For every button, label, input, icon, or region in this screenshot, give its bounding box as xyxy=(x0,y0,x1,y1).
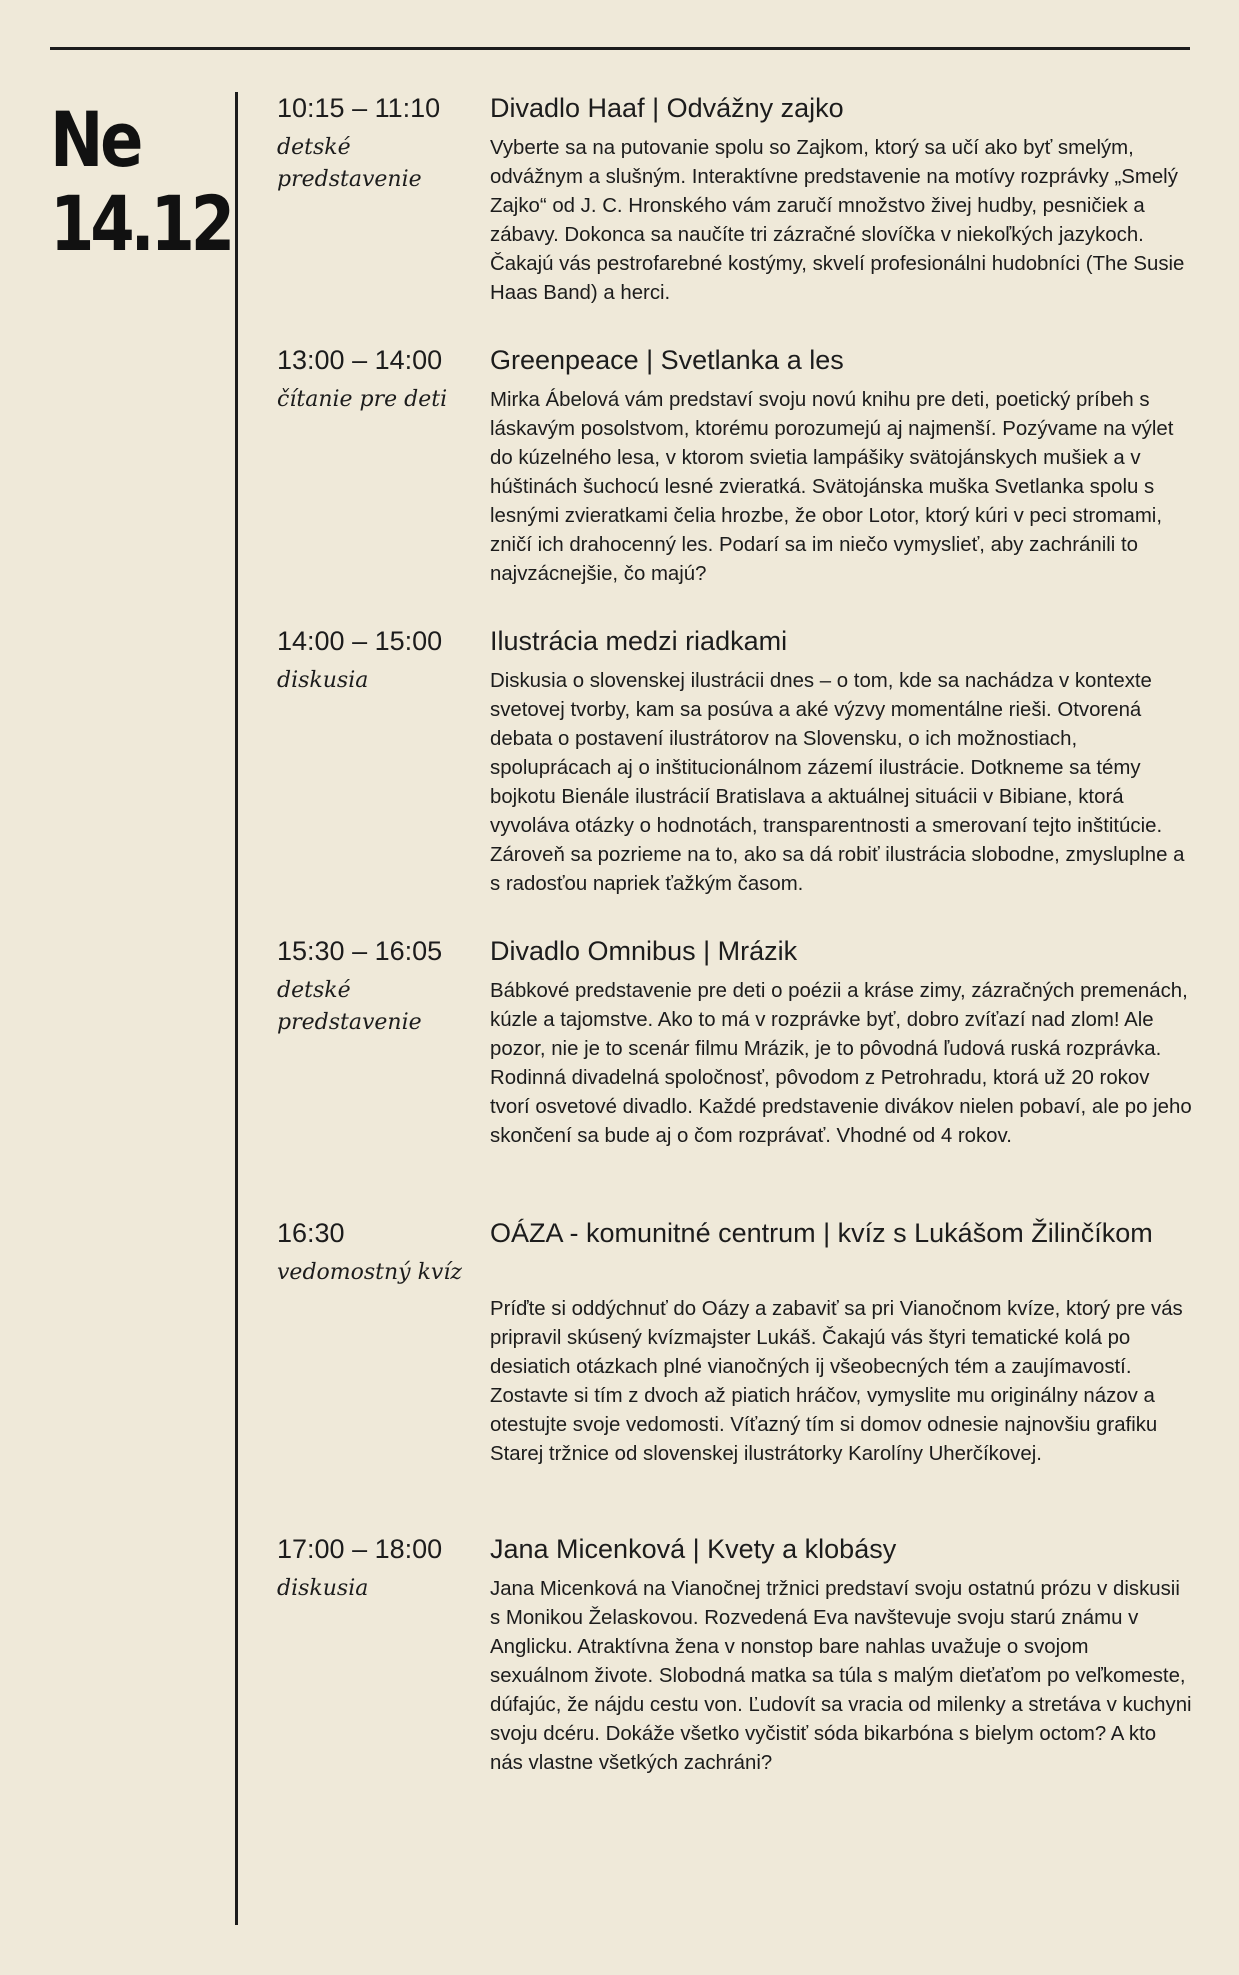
event-time: 13:00 – 14:00 xyxy=(277,345,443,375)
vertical-divider xyxy=(235,92,238,1925)
event-title: Divadlo Omnibus | Mrázik xyxy=(490,936,798,966)
event-type: vedomostný kvíz xyxy=(277,1260,462,1285)
event-type: detské predstavenie xyxy=(277,978,422,1035)
event-description: Vyberte sa na putovanie spolu so Zajkom, ktorý sa učí ako byť smelým, odvážnym a slušným. Interaktívne predstavenie na motívy rozprávky „Smelý Zajko“ od J. C. Hronského vám zaručí množstvo živej hudby, pesničiek a zábavy. Dokonca sa naučíte tri zázračné slovíčka v niekoľkých jazykoch. Čakajú vás pestrofarebné kostýmy, skvelí profesionálni hudobníci (The Susie Haas Band) a herci. xyxy=(490,137,1185,304)
top-divider xyxy=(50,47,1190,50)
date-day: Ne xyxy=(50,95,141,184)
event-time: 16:30 xyxy=(277,1218,345,1248)
date-label xyxy=(50,95,231,268)
event-description: Jana Micenková na Vianočnej tržnici predstaví svoju ostatnú prózu v diskusii s Monikou Želaskovou. Rozvedená Eva navštevuje svoju starú známu v Anglicku. Atraktívna žena v nonstop bare nahlas uvažuje o svojom sexuálnom živote. Slobodná matka sa túla s malým dieťaťom po veľkomeste, dúfajúc, že nájdu cestu von. Ľudovít sa vracia od milenky a stretáva v kuchyni svoju dcéru. Dokáže všetko vyčistiť sóda bikarbóna s bielym octom? A kto nás vlastne všetkých zachráni? xyxy=(490,1578,1192,1774)
event-time: 17:00 – 18:00 xyxy=(277,1534,443,1564)
event-description: Príďte si oddýchnuť do Oázy a zabaviť sa pri Vianočnom kvíze, ktorý pre vás pripravil skúsený kvízmajster Lukáš. Čakajú vás štyri tematické kolá po desiatich otázkach plné vianočných ij všeobecných tém a zaujímavostí. Zostavte si tím z dvoch až piatich hráčov, vymyslite mu originálny názov a otestujte svoje vedomosti. Víťazný tím si domov odnesie najnovšiu grafiku Starej tržnice od slovenskej ilustrátorky Karolíny Uherčíkovej. xyxy=(490,1298,1183,1465)
event-type: diskusia xyxy=(277,1576,369,1601)
date-number: 14.12 xyxy=(50,179,231,268)
event-title: Greenpeace | Svetlanka a les xyxy=(490,345,844,375)
event-title: Jana Micenková | Kvety a klobásy xyxy=(490,1534,897,1564)
event-title: Ilustrácia medzi riadkami xyxy=(490,626,788,656)
event-time: 14:00 – 15:00 xyxy=(277,626,443,656)
event-type: čítanie pre deti xyxy=(277,387,448,412)
event-time: 15:30 – 16:05 xyxy=(277,936,443,966)
event-title: OÁZA - komunitné centrum | kvíz s Lukášom Žilinčíkom xyxy=(490,1218,1153,1248)
event-title: Divadlo Haaf | Odvážny zajko xyxy=(490,93,844,123)
event-type: diskusia xyxy=(277,668,369,693)
event-description: Bábkové predstavenie pre deti o poézii a kráse zimy, zázračných premenách, kúzle a tajomstve. Ako to má v rozprávke byť, dobro zvíťazí nad zlom! Ale pozor, nie je to scenár filmu Mrázik, je to pôvodná ľudová ruská rozprávka. Rodinná divadelná spoločnosť, pôvodom z Petrohradu, ktorá už 20 rokov tvorí osvetové divadlo. Každé predstavenie divákov nielen pobaví, ale po jeho skončení sa bude aj o čom rozprávať. Vhodné od 4 rokov. xyxy=(490,980,1192,1147)
event-description: Diskusia o slovenskej ilustrácii dnes – o tom, kde sa nachádza v kontexte svetovej tvorby, kam sa posúva a aké výzvy momentálne rieši. Otvorená debata o postavení ilustrátorov na Slovensku, o ich možnostiach, spoluprácach aj o inštitucionálnom zázemí ilustrácie. Dotkneme sa témy bojkotu Bienále ilustrácií Bratislava a aktuálnej situácii v Bibiane, ktorá vyvoláva otázky o hodnotách, transparentnosti a smerovaní tejto inštitúcie. Zároveň sa pozrieme na to, ako sa dá robiť ilustrácia slobodne, zmysluplne a s radosťou napriek ťažkým časom. xyxy=(490,670,1185,895)
event-description: Mirka Ábelová vám predstaví svoju novú knihu pre deti, poetický príbeh s láskavým posolstvom, ktorému porozumejú aj najmenší. Pozývame na výlet do kúzelného lesa, v ktorom svietia lampášiky svätojánskych mušiek a v húštinách šuchocú lesné zvieratká. Svätojánska muška Svetlanka spolu s lesnými zvieratkami čelia hrozbe, že obor Lotor, ktorý kúri v peci stromami, zničí ich drahocenný les. Podarí sa im niečo vymyslieť, aby zachránili to najvzácnejšie, čo majú? xyxy=(490,389,1174,585)
event-type: detské predstavenie xyxy=(277,135,422,192)
event-time: 10:15 – 11:10 xyxy=(277,93,441,123)
